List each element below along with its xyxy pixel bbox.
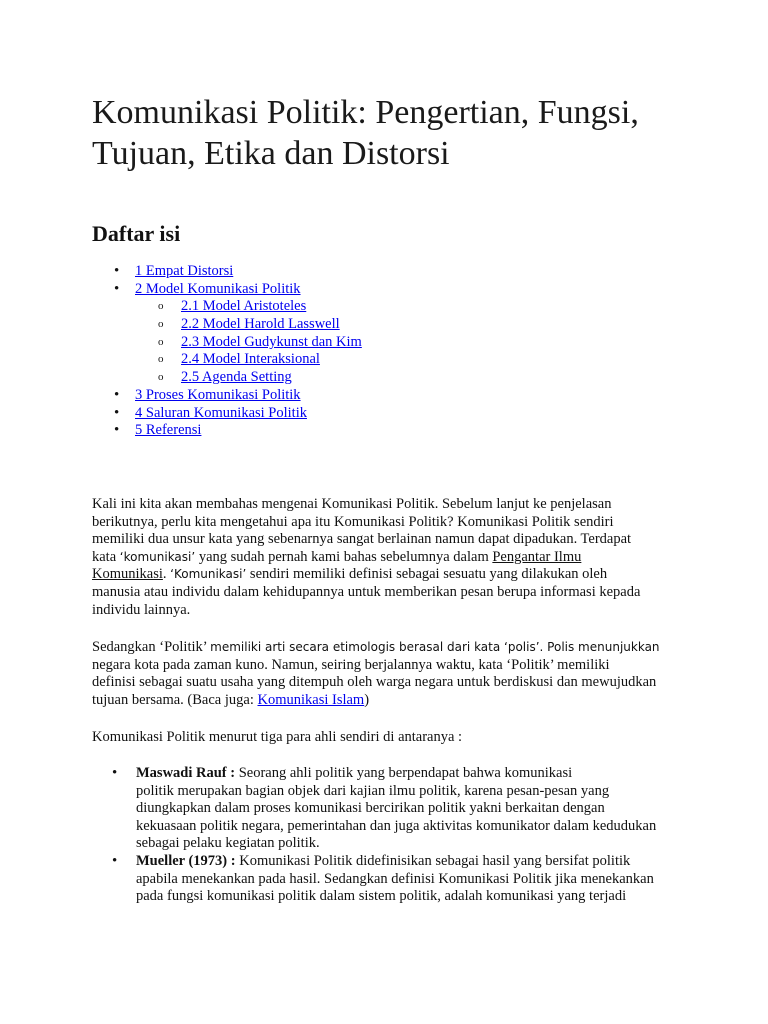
text-span: ‘komunikasi’ bbox=[119, 549, 196, 564]
text-span: memiliki arti secara etimologis berasal dari kata ‘polis’. Polis menunjukkan bbox=[210, 640, 660, 654]
list-item bbox=[92, 853, 692, 906]
toc-link-referensi[interactable]: 5 Referensi bbox=[135, 422, 202, 439]
article-title-line-1: Komunikasi Politik: Pengertian, Fungsi, bbox=[92, 94, 639, 131]
toc-item bbox=[92, 387, 712, 405]
text-span: ‘Komunikasi’ bbox=[170, 567, 247, 582]
bullet-circle-icon: o bbox=[158, 353, 164, 366]
text-line bbox=[92, 639, 692, 657]
article-title-line-2: Tujuan, Etika dan Distorsi bbox=[92, 135, 450, 172]
text-span: Seorang ahli politik yang berpendapat bahwa komunikasi bbox=[235, 765, 573, 781]
text-span: kata bbox=[92, 548, 120, 565]
list-item-body bbox=[136, 765, 736, 853]
text-line: apabila menekankan pada hasil. Sedangkan definisi Komunikasi Politik jika menekankan bbox=[136, 870, 654, 887]
list-item-body bbox=[136, 853, 736, 906]
bullet-disc-icon: • bbox=[114, 280, 120, 297]
toc-item bbox=[92, 405, 712, 423]
text-span: tujuan bersama. (Baca juga: bbox=[92, 691, 258, 708]
bullet-disc-icon: • bbox=[114, 386, 120, 403]
text-span: yang sudah pernah kami bahas sebelumnya dalam bbox=[195, 548, 493, 565]
text-span: . bbox=[162, 566, 171, 583]
politik-paragraph bbox=[92, 639, 692, 709]
text-line: berikutnya, perlu kita mengetahui apa itu Komunikasi Politik? Komunikasi Politik sendiri bbox=[92, 513, 614, 530]
bullet-disc-icon: • bbox=[112, 852, 118, 869]
bullet-circle-icon: o bbox=[158, 300, 164, 313]
link-pengantar-ilmu-komunikasi[interactable]: Pengantar Ilmu bbox=[492, 548, 582, 565]
toc-link-agenda-setting[interactable]: 2.5 Agenda Setting bbox=[181, 369, 292, 386]
text-line bbox=[92, 692, 692, 710]
bullet-disc-icon: • bbox=[114, 404, 120, 421]
bullet-disc-icon: • bbox=[114, 422, 120, 439]
text-line: politik merupakan bagian objek dari kajian ilmu politik, karena pesan-pesan yang bbox=[136, 782, 610, 799]
text-span: Sedangkan ‘Politik’ bbox=[92, 639, 211, 655]
toc-link-model-harold-lasswell[interactable]: 2.2 Model Harold Lasswell bbox=[181, 316, 340, 333]
text-line bbox=[136, 853, 736, 871]
expert-name: Mueller (1973) : bbox=[136, 852, 236, 869]
text-line: individu lainnya. bbox=[92, 601, 191, 618]
toc-item bbox=[92, 281, 712, 299]
bullet-disc-icon: • bbox=[112, 765, 118, 781]
article-title bbox=[92, 92, 712, 174]
toc-link-proses-komunikasi-politik[interactable]: 3 Proses Komunikasi Politik bbox=[135, 386, 301, 403]
bullet-circle-icon: o bbox=[158, 335, 164, 348]
toc-link-model-aristoteles[interactable]: 2.1 Model Aristoteles bbox=[181, 298, 307, 315]
text-line: Komunikasi Politik menurut tiga para ahli sendiri di antaranya : bbox=[92, 729, 463, 745]
text-span: sendiri memiliki definisi sebagai sesuatu yang dilakukan oleh bbox=[246, 566, 608, 583]
experts-intro bbox=[92, 729, 692, 747]
text-line: pada fungsi komunikasi politik dalam sistem politik, adalah komunikasi yang terjadi bbox=[136, 888, 627, 905]
link-komunikasi-islam[interactable]: Komunikasi Islam bbox=[257, 691, 365, 708]
toc-item bbox=[92, 422, 712, 440]
text-line: Kali ini kita akan membahas mengenai Komunikasi Politik. Sebelum lanjut ke penjelasan bbox=[92, 496, 612, 512]
expert-name: Maswadi Rauf : bbox=[136, 765, 236, 781]
toc-link-empat-distorsi[interactable]: 1 Empat Distorsi bbox=[135, 263, 234, 279]
toc-link-model-gudykunst-dan-kim[interactable]: 2.3 Model Gudykunst dan Kim bbox=[181, 333, 362, 350]
toc-heading: Daftar isi bbox=[92, 221, 181, 246]
text-line: memiliki dua unsur kata yang sebenarnya sangat berlainan namun dapat dipadukan. Terdapat bbox=[92, 531, 632, 548]
link-pengantar-ilmu-komunikasi-cont[interactable]: Komunikasi bbox=[92, 566, 163, 583]
table-of-contents bbox=[92, 263, 712, 440]
text-line: sebagai pelaku kegiatan politik. bbox=[136, 835, 320, 852]
list-item bbox=[92, 765, 692, 853]
text-line bbox=[92, 566, 692, 584]
experts-list bbox=[92, 765, 692, 906]
text-span: ) bbox=[364, 691, 370, 708]
toc-link-model-komunikasi-politik[interactable]: 2 Model Komunikasi Politik bbox=[135, 280, 301, 297]
bullet-circle-icon: o bbox=[158, 318, 164, 331]
toc-subitem bbox=[92, 351, 712, 369]
toc-item bbox=[92, 263, 712, 281]
toc-link-saluran-komunikasi-politik[interactable]: 4 Saluran Komunikasi Politik bbox=[135, 404, 307, 421]
text-line: diungkapkan dalam proses komunikasi bercirikan politik yakni berkaitan dengan bbox=[136, 800, 605, 817]
toc-subitem bbox=[92, 369, 712, 387]
toc-subitem bbox=[92, 316, 712, 334]
bullet-circle-icon: o bbox=[158, 371, 164, 384]
toc-subitem bbox=[92, 298, 712, 316]
intro-paragraph bbox=[92, 496, 692, 619]
text-line: negara kota pada zaman kuno. Namun, seiring berjalannya waktu, kata ‘Politik’ memiliki bbox=[92, 656, 610, 673]
text-line: definisi sebagai suatu usaha yang ditempuh oleh warga negara untuk berdiskusi dan mewujudkan bbox=[92, 674, 657, 691]
text-line: manusia atau individu dalam kehidupannya untuk memberikan pesan berupa informasi kepada bbox=[92, 583, 641, 600]
bullet-disc-icon: • bbox=[114, 263, 120, 279]
toc-link-model-interaksional[interactable]: 2.4 Model Interaksional bbox=[181, 351, 320, 368]
text-span: Komunikasi Politik didefinisikan sebagai hasil yang bersifat politik bbox=[235, 852, 631, 869]
text-line bbox=[92, 549, 692, 567]
text-line: kekuasaan politik negara, pemerintahan dan juga aktivitas komunikator dalam kedudukan bbox=[136, 817, 657, 834]
text-line bbox=[136, 765, 736, 783]
toc-subitem bbox=[92, 334, 712, 352]
